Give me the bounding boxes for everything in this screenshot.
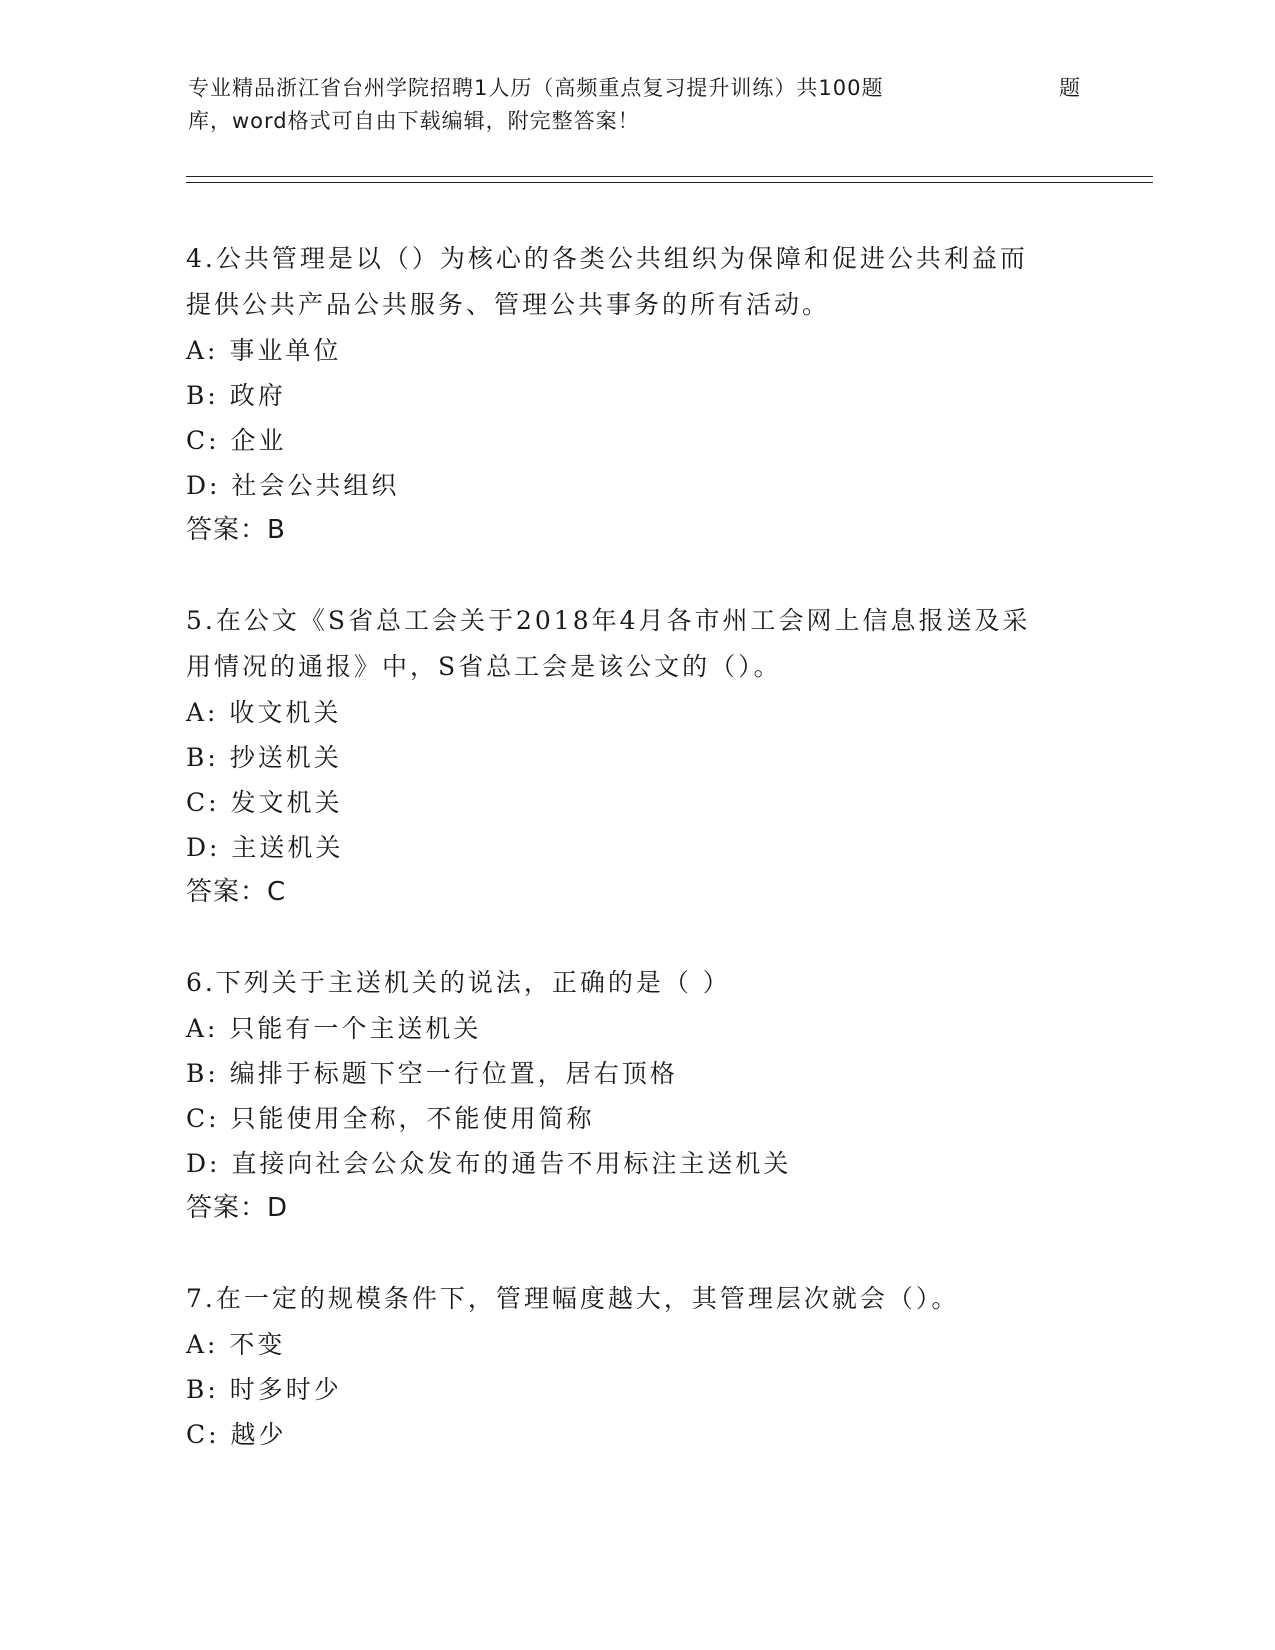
question-stem [186,598,1086,690]
option-b: B: 抄送机关 [186,743,342,772]
option-a: A: 不变 [186,1330,286,1359]
document-header [188,72,1088,138]
option-c: C: 发文机关 [186,788,343,817]
option-c: C: 越少 [186,1420,287,1449]
question-stem-line: 6.下列关于主送机关的说法，正确的是（ ） [186,968,731,997]
option-d: D: 社会公共组织 [186,471,400,500]
option-b: B: 政府 [186,381,286,410]
option-b: B: 编排于标题下空一行位置，居右顶格 [186,1059,678,1088]
question-stem [186,1276,1086,1322]
question-7 [186,1276,1086,1457]
option-c: C: 只能使用全称，不能使用简称 [186,1104,595,1133]
question-stem-line: 5.在公文《S省总工会关于2018年4月各市州工会网上信息报送及采 [186,606,1031,635]
option-a: A: 事业单位 [186,336,342,365]
option-d: D: 直接向社会公众发布的通告不用标注主送机关 [186,1149,792,1178]
question-6 [186,960,1086,1231]
question-stem-line: 提供公共产品公共服务、管理公共事务的所有活动。 [186,290,831,319]
question-stem-line: 用情况的通报》中，S省总工会是该公文的（）。 [186,652,782,681]
option-a: A: 只能有一个主送机关 [186,1014,482,1043]
question-stem-line: 4.公共管理是以（）为核心的各类公共组织为保障和促进公共利益而 [186,244,1028,273]
question-stem [186,960,1086,1006]
answer-label: 答案：B [186,515,286,545]
question-5 [186,598,1086,915]
option-a: A: 收文机关 [186,698,342,727]
header-divider-bottom [186,182,1153,183]
header-title-line-1: 专业精品浙江省台州学院招聘1人历（高频重点复习提升训练）共100题 [188,76,884,100]
answer-label: 答案：D [186,1193,289,1223]
question-stem [186,236,1086,328]
question-4 [186,236,1086,553]
header-title-tail: 题 [1059,76,1080,100]
header-title-line-2: 库，word格式可自由下载编辑，附完整答案！ [188,109,640,133]
option-c: C: 企业 [186,426,287,455]
question-stem-line: 7.在一定的规模条件下，管理幅度越大，其管理层次就会（）。 [186,1284,960,1313]
option-d: D: 主送机关 [186,833,344,862]
answer-label: 答案：C [186,877,287,907]
option-b: B: 时多时少 [186,1375,342,1404]
question-list [186,236,1086,1502]
header-divider-top [186,176,1153,177]
